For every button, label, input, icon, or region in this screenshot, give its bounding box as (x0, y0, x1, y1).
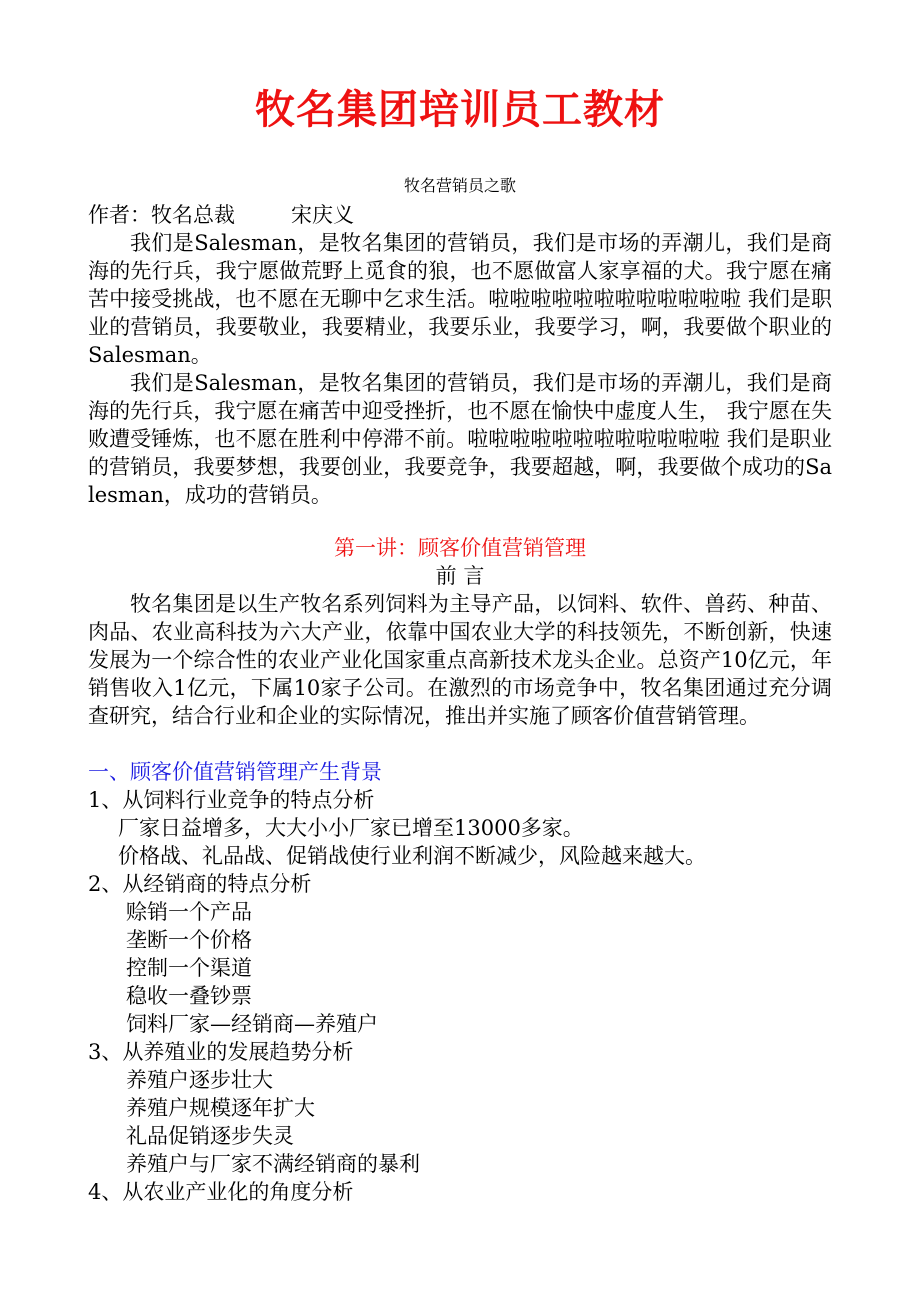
author-label: 作者：牧名总裁 (88, 203, 235, 227)
author-line (88, 201, 832, 229)
preface-paragraph: 牧名集团是以生产牧名系列饲料为主导产品，以饲料、软件、兽药、种苗、肉品、农业高科技为六大产业，依靠中国农业大学的科技领先，不断创新，快速发展为一个综合性的农业产业化国家重点高新技术龙头企业。总资产10亿元，年销售收入1亿元，下属10家子公司。在激烈的市场竞争中，牧名集团通过充分调查研究，结合行业和企业的实际情况，推出并实施了顾客价值营销管理。 (88, 592, 832, 728)
list-item: 养殖户与厂家不满经销商的暴利 (126, 1152, 420, 1176)
point-heading: 4、从农业产业化的角度分析 (88, 1180, 354, 1204)
list-item: 饲料厂家—经销商—养殖户 (126, 1012, 378, 1036)
point-heading: 1、从饲料行业竞争的特点分析 (88, 788, 375, 812)
point-heading: 2、从经销商的特点分析 (88, 872, 312, 896)
preface-title: 前 言 (435, 564, 485, 588)
song-paragraph-1: 我们是Salesman，是牧名集团的营销员，我们是市场的弄潮儿，我们是商海的先行兵，我宁愿做荒野上觅食的狼，也不愿做富人家享福的犬。我宁愿在痛苦中接受挑战，也不愿在无聊中乞求生活。啦啦啦啦啦啦啦啦啦啦啦啦 我们是职业的营销员，我要敬业，我要精业，我要乐业，我要学习，啊，我要做个职业的Salesman。 (88, 231, 832, 367)
list-item: 养殖户逐步壮大 (126, 1068, 273, 1092)
document-title: 牧名集团培训员工教材 (255, 86, 665, 133)
list-item: 礼品促销逐步失灵 (126, 1124, 294, 1148)
point-heading: 3、从养殖业的发展趋势分析 (88, 1040, 354, 1064)
list-item: 垄断一个价格 (126, 928, 252, 952)
list-item: 养殖户规模逐年扩大 (126, 1096, 315, 1120)
list-item: 价格战、礼品战、促销战使行业利润不断减少，风险越来越大。 (118, 844, 706, 868)
list-item: 稳收一叠钞票 (126, 984, 252, 1008)
author-name: 宋庆义 (291, 203, 354, 227)
list-item: 赊销一个产品 (126, 900, 252, 924)
list-item: 厂家日益增多，大大小小厂家已增至13000多家。 (118, 816, 584, 840)
song-paragraph-2: 我们是Salesman，是牧名集团的营销员，我们是市场的弄潮儿，我们是商海的先行兵，我宁愿在痛苦中迎受挫折，也不愿在愉快中虚度人生， 我宁愿在失败遭受锤炼，也不愿在胜利中停滞不前。啦啦啦啦啦啦啦啦啦啦啦啦 我们是职业的营销员，我要梦想，我要创业，我要竞争，我要超越，啊，我要做个成功的Salesman，成功的营销员。 (88, 371, 832, 507)
list-item: 控制一个渠道 (126, 956, 252, 980)
section-heading: 一、顾客价值营销管理产生背景 (88, 760, 382, 784)
song-title: 牧名营销员之歌 (403, 176, 516, 195)
lecture-title: 第一讲：顾客价值营销管理 (334, 536, 586, 560)
